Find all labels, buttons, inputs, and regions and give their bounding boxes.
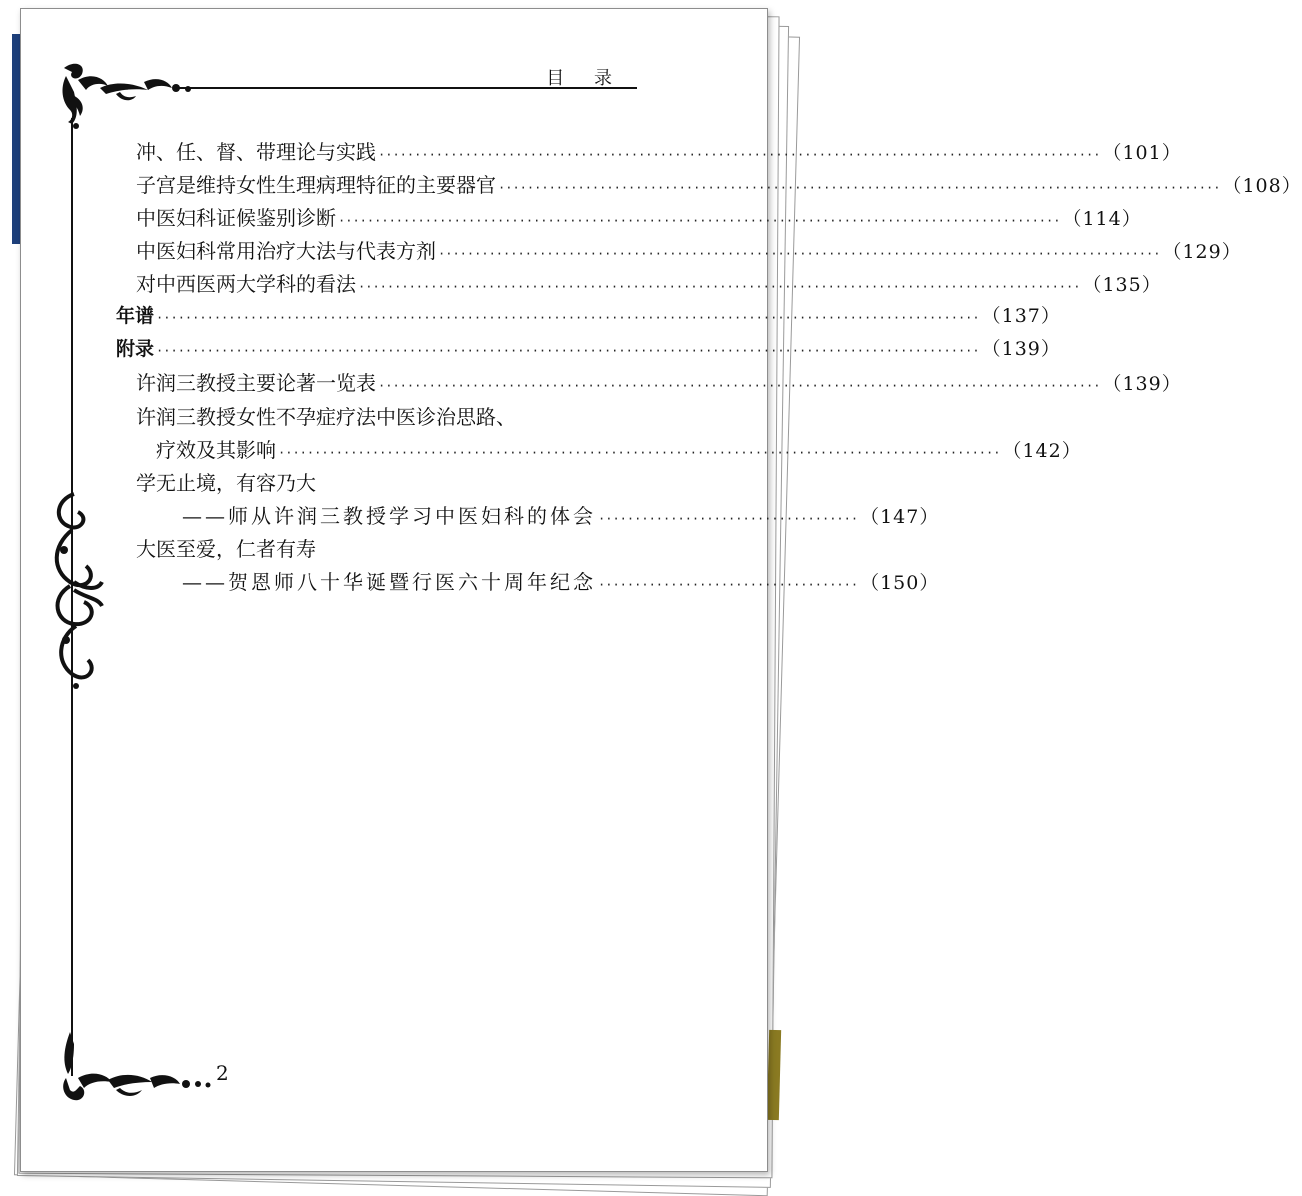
page-number: 2 (216, 1061, 229, 1085)
leader-dots: ···································································································· (358, 280, 1081, 294)
toc-entry-title: 中医妇科常用治疗大法与代表方剂 (136, 239, 436, 263)
toc-entry[interactable] (156, 434, 1082, 462)
toc-entry-title: 冲、任、督、带理论与实践 (136, 140, 376, 164)
toc-entry-page: （147） (860, 506, 940, 528)
toc-section-fulu[interactable] (116, 334, 1061, 362)
toc-entry-page: （108） (1222, 175, 1302, 197)
toc-entry-title: 中医妇科证候鉴别诊断 (136, 206, 336, 230)
toc-entry-page: （129） (1162, 241, 1242, 263)
toc-entry-page: （101） (1102, 142, 1182, 164)
toc-entry-title: 子宫是维持女性生理病理特征的主要器官 (136, 173, 496, 197)
toc-entry-title-line2: 疗效及其影响 (156, 438, 276, 462)
toc-entry-title: 许润三教授主要论著一览表 (136, 371, 376, 395)
toc-entry[interactable] (136, 136, 1182, 164)
toc-entry[interactable] (136, 367, 1182, 395)
side-ornament-icon (46, 490, 104, 690)
toc-entry[interactable] (136, 169, 1302, 197)
toc-entry-page: （142） (1002, 440, 1082, 462)
toc-entry-title[interactable]: 大医至爱，仁者有寿 (136, 537, 316, 561)
leader-dots: ···································································································· (378, 148, 1101, 162)
book-cover-edge-gold (767, 1030, 781, 1120)
toc-entry[interactable] (136, 268, 1162, 296)
corner-ornament-top-icon (56, 58, 216, 130)
toc-entry[interactable] (182, 500, 940, 528)
page-header-title: 目 录 (546, 68, 624, 89)
toc-entry[interactable] (136, 202, 1142, 230)
toc-entry-subtitle: ——师从许润三教授学习中医妇科的体会 (182, 504, 596, 528)
leader-dots: ···································································································· (498, 181, 1221, 195)
toc-entry[interactable] (136, 235, 1242, 263)
toc-section-title: 附录 (116, 338, 155, 360)
toc-entry-page: （139） (1102, 373, 1182, 395)
leader-dots: ···································································································· (438, 247, 1161, 261)
toc-entry-title-line1[interactable]: 许润三教授女性不孕症疗法中医诊治思路、 (136, 405, 516, 429)
toc-entry-page: （150） (860, 572, 940, 594)
toc-entry-page: （114） (1062, 208, 1142, 230)
toc-section-nianpu[interactable] (116, 301, 1061, 329)
leader-dots: ·················································································································· (156, 344, 980, 358)
toc-entry-page: （135） (1082, 274, 1162, 296)
toc-entry-page: （139） (981, 338, 1061, 360)
toc-entry-page: （137） (981, 305, 1061, 327)
left-border-line (71, 118, 73, 1076)
toc-entry-title[interactable]: 学无止境，有容乃大 (136, 471, 316, 495)
leader-dots: ·················································································································· (156, 311, 980, 325)
leader-dots: ···································································································· (278, 446, 1001, 460)
toc-entry-subtitle: ——贺恩师八十华诞暨行医六十周年纪念 (182, 570, 596, 594)
leader-dots: ···································· (598, 578, 859, 592)
corner-ornament-bottom-icon (56, 1028, 216, 1108)
toc-entry-title: 对中西医两大学科的看法 (136, 272, 356, 296)
toc-entry[interactable] (182, 566, 940, 594)
leader-dots: ···································· (598, 512, 859, 526)
toc-section-title: 年谱 (116, 305, 155, 327)
leader-dots: ···································································································· (338, 214, 1061, 228)
leader-dots: ···································································································· (378, 379, 1101, 393)
